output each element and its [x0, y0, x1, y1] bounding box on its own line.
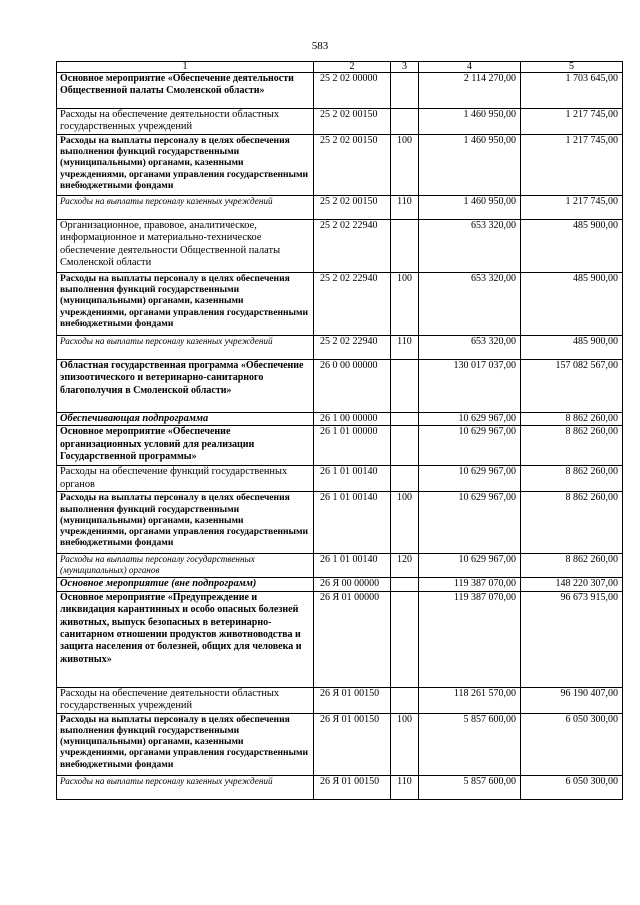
row-sum-current-cell: 119 387 070,00: [419, 591, 521, 687]
row-sum-next-cell: 96 190 407,00: [521, 687, 623, 713]
row-sum-current-cell: 653 320,00: [419, 336, 521, 360]
table-row: [57, 135, 623, 196]
row-name-cell: Расходы на выплаты персоналу государственных (муниципальных) органов: [57, 554, 314, 578]
row-sum-current-cell: 10 629 967,00: [419, 413, 521, 426]
row-code-cell: 25 2 02 00150: [314, 196, 391, 220]
table-row: [57, 426, 623, 466]
row-sum-next-cell: 6 050 300,00: [521, 713, 623, 775]
row-code-cell: 26 Я 01 00150: [314, 713, 391, 775]
row-sum-next-cell: 485 900,00: [521, 220, 623, 273]
row-sum-current-cell: 5 857 600,00: [419, 775, 521, 799]
row-expense-type-cell: [391, 578, 419, 591]
row-sum-current-cell: 1 460 950,00: [419, 196, 521, 220]
row-sum-current-cell: 10 629 967,00: [419, 466, 521, 492]
row-code-cell: 26 1 00 00000: [314, 413, 391, 426]
row-sum-next-cell: 148 220 307,00: [521, 578, 623, 591]
row-sum-next-cell: 8 862 260,00: [521, 466, 623, 492]
row-sum-next-cell: 485 900,00: [521, 273, 623, 336]
row-name-cell: Расходы на выплаты персоналу казенных учреждений: [57, 775, 314, 799]
row-expense-type-cell: [391, 687, 419, 713]
row-code-cell: 26 1 01 00140: [314, 466, 391, 492]
row-code-cell: 26 0 00 00000: [314, 360, 391, 413]
row-name-cell: Основное мероприятие «Обеспечение деятельности Общественной палаты Смоленской области»: [57, 73, 314, 109]
row-expense-type-cell: 100: [391, 492, 419, 554]
row-name-cell: Расходы на выплаты персоналу в целях обеспечения выполнения функций государственными (муниципальными) органами, казенными учреждениями, органами управления государственными внебюджетными фондами: [57, 273, 314, 336]
row-sum-current-cell: 119 387 070,00: [419, 578, 521, 591]
row-sum-current-cell: 118 261 570,00: [419, 687, 521, 713]
table-row: [57, 713, 623, 775]
row-code-cell: 26 Я 00 00000: [314, 578, 391, 591]
row-sum-current-cell: 2 114 270,00: [419, 73, 521, 109]
row-name-cell: Основное мероприятие «Обеспечение организационных условий для реализации Государственной программы»: [57, 426, 314, 466]
row-name-cell: Областная государственная программа «Обеспечение эпизоотического и ветеринарно-санитарного благополучия в Смоленской области»: [57, 360, 314, 413]
row-sum-next-cell: 96 673 915,00: [521, 591, 623, 687]
table-row: [57, 466, 623, 492]
row-expense-type-cell: [391, 426, 419, 466]
table-row: [57, 273, 623, 336]
row-code-cell: 26 Я 01 00000: [314, 591, 391, 687]
column-header: 3: [391, 62, 419, 73]
row-code-cell: 25 2 02 00000: [314, 73, 391, 109]
row-sum-next-cell: 157 082 567,00: [521, 360, 623, 413]
row-expense-type-cell: [391, 220, 419, 273]
row-expense-type-cell: [391, 109, 419, 135]
row-sum-current-cell: 5 857 600,00: [419, 713, 521, 775]
table-row: [57, 591, 623, 687]
table-row: [57, 554, 623, 578]
row-sum-next-cell: 1 217 745,00: [521, 196, 623, 220]
row-sum-current-cell: 1 460 950,00: [419, 109, 521, 135]
row-code-cell: 26 1 01 00140: [314, 554, 391, 578]
row-name-cell: Основное мероприятие «Предупреждение и ликвидация карантинных и особо опасных болезней животных, выпуск безопасных в ветеринарно-санитарном отношении продуктов животноводства и защита населения от болезней, общих для человека и животных»: [57, 591, 314, 687]
row-sum-next-cell: 485 900,00: [521, 336, 623, 360]
row-sum-current-cell: 653 320,00: [419, 273, 521, 336]
row-expense-type-cell: 120: [391, 554, 419, 578]
row-sum-current-cell: 1 460 950,00: [419, 135, 521, 196]
row-expense-type-cell: 110: [391, 196, 419, 220]
row-name-cell: Расходы на обеспечение деятельности областных государственных учреждений: [57, 687, 314, 713]
row-sum-current-cell: 130 017 037,00: [419, 360, 521, 413]
table-row: [57, 775, 623, 799]
table-row: [57, 360, 623, 413]
table-row: [57, 413, 623, 426]
row-code-cell: 26 Я 01 00150: [314, 687, 391, 713]
row-expense-type-cell: [391, 591, 419, 687]
row-expense-type-cell: [391, 466, 419, 492]
row-code-cell: 25 2 02 22940: [314, 273, 391, 336]
budget-table: [56, 61, 623, 800]
table-row: [57, 687, 623, 713]
row-name-cell: Основное мероприятие (вне подпрограмм): [57, 578, 314, 591]
row-sum-next-cell: 8 862 260,00: [521, 426, 623, 466]
column-header: 1: [57, 62, 314, 73]
row-name-cell: Расходы на обеспечение функций государственных органов: [57, 466, 314, 492]
row-name-cell: Расходы на выплаты персоналу казенных учреждений: [57, 336, 314, 360]
row-sum-next-cell: 1 217 745,00: [521, 135, 623, 196]
row-sum-current-cell: 653 320,00: [419, 220, 521, 273]
row-sum-current-cell: 10 629 967,00: [419, 554, 521, 578]
row-name-cell: Организационное, правовое, аналитическое, информационное и материально-техническое обеспечение деятельности Общественной палаты Смоленской области: [57, 220, 314, 273]
table-row: [57, 220, 623, 273]
row-expense-type-cell: 110: [391, 336, 419, 360]
row-name-cell: Расходы на выплаты персоналу в целях обеспечения выполнения функций государственными (муниципальными) органами, казенными учреждениями, органами управления государственными внебюджетными фондами: [57, 135, 314, 196]
row-sum-next-cell: 1 217 745,00: [521, 109, 623, 135]
row-sum-current-cell: 10 629 967,00: [419, 426, 521, 466]
row-code-cell: 25 2 02 00150: [314, 109, 391, 135]
table-row: [57, 73, 623, 109]
table-row: [57, 336, 623, 360]
row-name-cell: Обеспечивающая подпрограмма: [57, 413, 314, 426]
table-header-row: [57, 62, 623, 73]
row-name-cell: Расходы на выплаты персоналу в целях обеспечения выполнения функций государственными (муниципальными) органами, казенными учреждениями, органами управления государственными внебюджетными фондами: [57, 713, 314, 775]
row-sum-next-cell: 1 703 645,00: [521, 73, 623, 109]
row-code-cell: 25 2 02 22940: [314, 220, 391, 273]
row-expense-type-cell: 110: [391, 775, 419, 799]
row-expense-type-cell: [391, 413, 419, 426]
row-expense-type-cell: 100: [391, 135, 419, 196]
row-expense-type-cell: 100: [391, 273, 419, 336]
row-sum-next-cell: 8 862 260,00: [521, 413, 623, 426]
row-sum-next-cell: 6 050 300,00: [521, 775, 623, 799]
row-expense-type-cell: [391, 73, 419, 109]
row-sum-next-cell: 8 862 260,00: [521, 554, 623, 578]
row-code-cell: 26 Я 01 00150: [314, 775, 391, 799]
row-code-cell: 26 1 01 00140: [314, 492, 391, 554]
table-row: [57, 578, 623, 591]
column-header: 4: [419, 62, 521, 73]
row-name-cell: Расходы на обеспечение деятельности областных государственных учреждений: [57, 109, 314, 135]
row-sum-current-cell: 10 629 967,00: [419, 492, 521, 554]
page-number: 583: [311, 40, 329, 52]
row-sum-next-cell: 8 862 260,00: [521, 492, 623, 554]
row-code-cell: 26 1 01 00000: [314, 426, 391, 466]
row-code-cell: 25 2 02 00150: [314, 135, 391, 196]
row-code-cell: 25 2 02 22940: [314, 336, 391, 360]
row-name-cell: Расходы на выплаты персоналу казенных учреждений: [57, 196, 314, 220]
table-row: [57, 492, 623, 554]
table-row: [57, 196, 623, 220]
row-expense-type-cell: 100: [391, 713, 419, 775]
row-name-cell: Расходы на выплаты персоналу в целях обеспечения выполнения функций государственными (муниципальными) органами, казенными учреждениями, органами управления государственными внебюджетными фондами: [57, 492, 314, 554]
column-header: 2: [314, 62, 391, 73]
row-expense-type-cell: [391, 360, 419, 413]
table-row: [57, 109, 623, 135]
column-header: 5: [521, 62, 623, 73]
